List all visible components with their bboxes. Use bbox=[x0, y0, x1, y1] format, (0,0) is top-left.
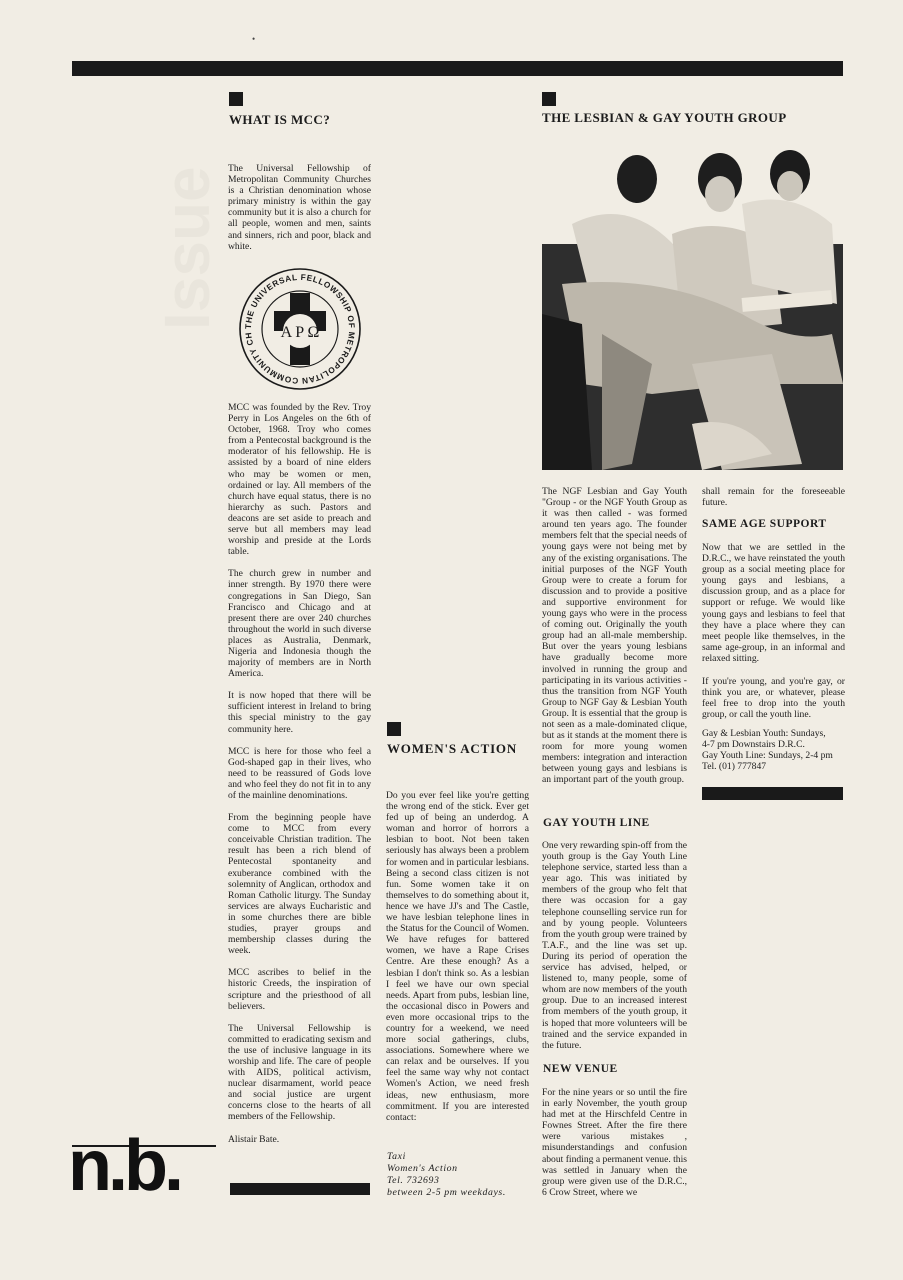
logo-ring-text: THE UNIVERSAL FELLOWSHIP OF METROPOLITAN COMMUNITY CH bbox=[242, 271, 358, 387]
section-marker bbox=[387, 722, 401, 736]
youth-invite: If you're young, and you're gay, or think you are, or whatever, please feel free to drop into the youth group, or call the youth line. bbox=[702, 676, 845, 721]
youth-contacts bbox=[702, 728, 847, 772]
mcc-signature: Alistair Bate. bbox=[228, 1133, 280, 1145]
gay-youth-line-body: One very rewarding spin-off from the youth group is the Gay Youth Line telephone service, started less than a year ago. This was initiated by members of the group who felt that there was occasion for a gay telephone counselling service run for and by young people. Volunteers from the youth group were trained by T.A.F., and the line was set up. During its period of operation the service has advised, helped, or listened to, many people, some of whom are now members of the youth group. Due to an increased interest from members of the youth group, it is hoped that more volunteers will be trained and the service expanded in the future. bbox=[542, 840, 687, 1051]
logo-symbols: A P Ω bbox=[280, 324, 320, 341]
footer-bar bbox=[230, 1183, 370, 1195]
contact-line: Tel. (01) 777847 bbox=[702, 761, 767, 773]
youth-group-heading: THE LESBIAN & GAY YOUTH GROUP bbox=[542, 110, 787, 125]
mcc-body bbox=[228, 402, 371, 1145]
same-age-support-heading: SAME AGE SUPPORT bbox=[702, 518, 827, 530]
gay-youth-line-heading: GAY YOUTH LINE bbox=[543, 817, 650, 829]
section-marker bbox=[542, 92, 556, 106]
ghost-masthead: Issue bbox=[151, 166, 223, 330]
mcc-paragraph: It is now hoped that there will be sufficient interest in Ireland to bring this special ministry to the gay community here. bbox=[228, 690, 371, 735]
mcc-intro: The Universal Fellowship of Metropolitan Community Churches is a Christian denomination whose primary ministry is within the gay community but it is also a church for all people, women and men, saints and sinners, rich and poor, black and white. bbox=[228, 163, 371, 252]
womens-action-body: Do you ever feel like you're getting the wrong end of the stick. Ever get fed up of being an underdog. A woman and horror of horrors a lesbian to boot. Not been taken seriously has always been a problem for women and in particular lesbians. Being a second class citizen is not fun. Some women take it on themselves to do something about it, hence we have JJ's and The Castle, we have lesbian telephone lines in the Status for the Council of Women. We have refuges for battered women, we have a Rape Crises Centre. Are these enough? As a lesbian I don't think so. As a lesbian I feel we have our own special needs. Apart from pubs, lesbian line, the occasional disco in Powers and even more occasional trips to the country for a weekend, we need more social gatherings, clubs, associations. Somewhere where we can relax and be ourselves. If you feel the same way why not contact Women's Action, we need fresh ideas, new enthusiasm, more commitment. If you are interested contact: bbox=[386, 790, 529, 1123]
youth-group-continued: shall remain for the foreseeable future. bbox=[702, 486, 845, 509]
section-marker bbox=[229, 92, 243, 106]
contact-line: Gay Youth Line: Sundays, 2-4 pm bbox=[702, 750, 833, 762]
mcc-paragraph: The church grew in number and inner strength. By 1970 there were congregations in San Diego, San Francisco and Chicago and at present there are over 240 churches throughout the world in such diverse places as Australia, Denmark, Nigeria and Indonesia though the majority of members are in North America. bbox=[228, 568, 371, 680]
mcc-paragraph: MCC was founded by the Rev. Troy Perry in Los Angeles on the 6th of October, 1968. Troy who comes from a Pentecostal background is the moderator of his fellowship. He is assisted by a board of nine elders who may be women or men, ordained or lay. All members of the church have equal status, there is no hierarchy as such. Pastors and deacons are set aside to preach and serve but all members may lead worship and preside at the Lords table. bbox=[228, 402, 371, 558]
top-rule bbox=[72, 61, 843, 76]
womens-action-contact bbox=[387, 1151, 532, 1199]
contact-line: Taxi bbox=[387, 1151, 406, 1162]
new-venue-heading: NEW VENUE bbox=[543, 1063, 618, 1075]
mcc-paragraph: MCC ascribes to belief in the historic Creeds, the inspiration of scripture and the priesthood of all believers. bbox=[228, 967, 371, 1012]
womens-action-heading: WOMEN'S ACTION bbox=[387, 741, 518, 756]
youth-group-body: The NGF Lesbian and Gay Youth "Group - or the NGF Youth Group as it was then called - was formed around ten years ago. The founder members felt that the special needs of young gays were not being met by any of the existing organisations. The initial purposes of the NGF Youth Group were to create a forum for discussion and to provide a positive and supportive environment for young gays who were in the process of coming out. Originally the youth group had an all-male membership. But over the years young lesbians have gradually become more involved in running the group and participating in its various activities - thus the transition from NGF Youth Group to NGF Gay & Lesbian Youth Group. It is essential that the group is not seen as a male-dominated clique, but as it stands at the moment there is room for more young women members: integration and interaction between young gays and lesbians is an important part of the youth group. bbox=[542, 486, 687, 786]
mcc-paragraph: MCC is here for those who feel a God-shaped gap in their lives, who need to be reassured of Gods love and who feel they do not fit in to any of the mainline denominations. bbox=[228, 745, 371, 801]
new-venue-body: For the nine years or so until the fire in early November, the youth group had met at the Hirschfeld Centre in Fownes Street. After the fire there were various mistakes , misunderstandings and confusion about finding a permanent venue. this was settled in January when the group were given use of the D.R.C., 6 Crow Street, where we bbox=[542, 1087, 687, 1198]
contact-line: Tel. 732693 bbox=[387, 1175, 440, 1186]
youth-closing-bar bbox=[702, 787, 843, 800]
mcc-paragraph: The Universal Fellowship is committed to eradicating sexism and the use of inclusive language in its worship and life. The care of people with AIDS, political activism, nuclear disarmament, world peace and social justice are urgent concerns close to the hearts of all members of the Fellowship. bbox=[228, 1022, 371, 1123]
same-age-support-body: Now that we are settled in the D.R.C., we have reinstated the youth group as a social meeting place for young gays and lesbians, a discussion group, and as a place for support or refuge. We would like young gays and lesbians to feel that they have a place where they can meet people like themselves, in the same age-group, in an informal and relaxed sitting. bbox=[702, 542, 845, 664]
contact-line: Gay & Lesbian Youth: Sundays, bbox=[702, 728, 826, 739]
top-mark: • bbox=[252, 34, 256, 44]
youth-group-photo bbox=[542, 134, 843, 470]
mcc-heading: WHAT IS MCC? bbox=[229, 112, 331, 127]
nb-logo: n.b. bbox=[68, 1126, 180, 1206]
contact-line: between 2-5 pm weekdays. bbox=[387, 1187, 506, 1198]
contact-line: 4-7 pm Downstairs D.R.C. bbox=[702, 739, 805, 751]
mcc-logo bbox=[238, 267, 362, 391]
mcc-paragraph: From the beginning people have come to MCC from every conceivable Christian tradition. The result has been a rich blend of Pentecostal spontaneity and exuberance combined with the solemnity of Anglican, orthodox and Roman Catholic liturgy. The Sunday services are always Eucharistic and in some churches there are bible studies, prayer groups and membership classes during the week. bbox=[228, 812, 371, 957]
contact-line: Women's Action bbox=[387, 1163, 458, 1174]
